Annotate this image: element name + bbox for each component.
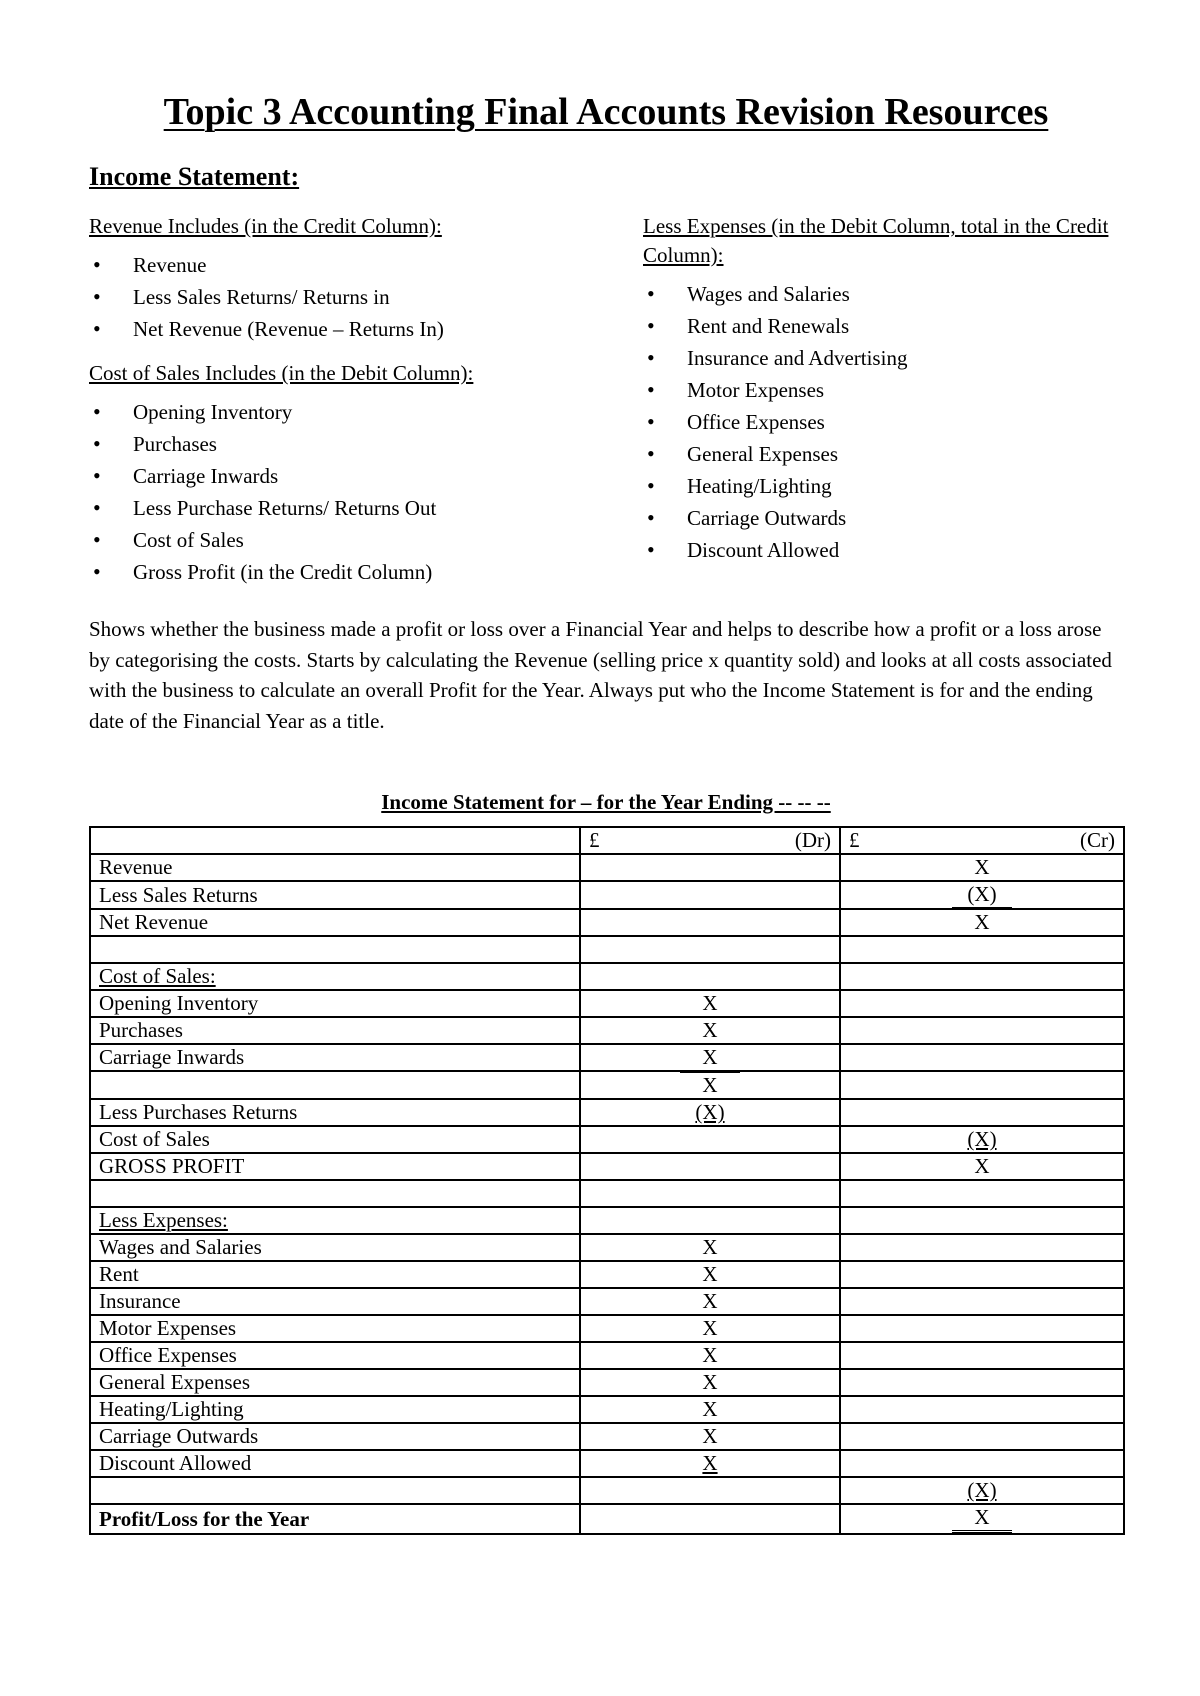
table-row bbox=[90, 854, 1124, 881]
credit-amount-cell bbox=[840, 936, 1124, 963]
row-label: Opening Inventory bbox=[99, 991, 259, 1015]
row-label: Cost of Sales: bbox=[99, 964, 216, 988]
row-label-cell bbox=[90, 1261, 580, 1288]
list-item: • Net Revenue (Revenue – Returns In) bbox=[89, 313, 619, 345]
credit-amount-cell bbox=[840, 1315, 1124, 1342]
row-label-cell bbox=[90, 1153, 580, 1180]
credit-amount-cell bbox=[840, 1477, 1124, 1504]
row-label-cell bbox=[90, 1423, 580, 1450]
credit-amount: (X) bbox=[967, 1478, 997, 1502]
row-label: Revenue bbox=[99, 855, 173, 879]
credit-amount-cell bbox=[840, 881, 1124, 909]
debit-amount-cell bbox=[580, 854, 840, 881]
row-label-cell bbox=[90, 1450, 580, 1477]
row-label: Office Expenses bbox=[99, 1343, 237, 1367]
debit-amount: X bbox=[702, 991, 718, 1015]
debit-amount-cell bbox=[580, 1369, 840, 1396]
debit-amount: X bbox=[702, 1045, 718, 1069]
currency-symbol: £ bbox=[589, 828, 600, 852]
table-row bbox=[90, 1396, 1124, 1423]
debit-amount-cell bbox=[580, 990, 840, 1017]
credit-amount-cell bbox=[840, 1288, 1124, 1315]
credit-amount-cell bbox=[840, 1099, 1124, 1126]
credit-amount: X bbox=[974, 910, 990, 934]
row-label-cell bbox=[90, 1234, 580, 1261]
table-row bbox=[90, 1153, 1124, 1180]
debit-amount: X bbox=[702, 1451, 718, 1475]
debit-amount: X bbox=[702, 1370, 718, 1394]
revenue-heading: Revenue Includes (in the Credit Column): bbox=[89, 214, 442, 238]
credit-amount: (X) bbox=[967, 1127, 997, 1151]
list-item: • Revenue bbox=[89, 249, 619, 281]
row-label-cell bbox=[90, 881, 580, 909]
row-label-cell bbox=[90, 1126, 580, 1153]
revenue-list bbox=[89, 249, 619, 345]
row-label: Net Revenue bbox=[99, 910, 209, 934]
row-label: GROSS PROFIT bbox=[99, 1154, 245, 1178]
credit-amount-cell bbox=[840, 1207, 1124, 1234]
table-row bbox=[90, 1180, 1124, 1207]
credit-amount-cell bbox=[840, 1450, 1124, 1477]
row-label-cell bbox=[90, 1071, 580, 1099]
credit-amount-cell bbox=[840, 1396, 1124, 1423]
credit-amount-cell bbox=[840, 854, 1124, 881]
table-row bbox=[90, 1044, 1124, 1071]
list-item: • Wages and Salaries bbox=[643, 278, 1123, 310]
credit-amount: X bbox=[974, 1154, 990, 1178]
header-credit-cell bbox=[840, 827, 1124, 854]
table-row bbox=[90, 936, 1124, 963]
debit-amount: (X) bbox=[695, 1100, 725, 1124]
list-item: • Opening Inventory bbox=[89, 396, 619, 428]
table-row bbox=[90, 909, 1124, 936]
list-item: • Motor Expenses bbox=[643, 374, 1123, 406]
row-label-cell bbox=[90, 854, 580, 881]
debit-amount-cell bbox=[580, 1477, 840, 1504]
debit-amount: X bbox=[702, 1289, 718, 1313]
row-label: Discount Allowed bbox=[99, 1451, 252, 1475]
credit-amount-cell bbox=[840, 1342, 1124, 1369]
credit-amount-cell bbox=[840, 1423, 1124, 1450]
debit-amount-cell bbox=[580, 1504, 840, 1534]
table-row bbox=[90, 990, 1124, 1017]
debit-amount: X bbox=[702, 1235, 718, 1259]
two-column-lists bbox=[89, 212, 1123, 602]
debit-amount-cell bbox=[580, 1450, 840, 1477]
table-row bbox=[90, 1261, 1124, 1288]
debit-amount-cell bbox=[580, 1288, 840, 1315]
row-label-cell bbox=[90, 1342, 580, 1369]
credit-amount-cell bbox=[840, 1504, 1124, 1534]
credit-amount-cell bbox=[840, 1234, 1124, 1261]
row-label-cell bbox=[90, 909, 580, 936]
header-debit-cell bbox=[580, 827, 840, 854]
row-label-cell bbox=[90, 1504, 580, 1534]
table-row bbox=[90, 1071, 1124, 1099]
section-title: Income Statement: bbox=[89, 162, 300, 191]
debit-amount: X bbox=[702, 1397, 718, 1421]
credit-amount-cell bbox=[840, 963, 1124, 990]
row-label: Less Purchases Returns bbox=[99, 1100, 298, 1124]
list-item: • Gross Profit (in the Credit Column) bbox=[89, 556, 619, 588]
debit-amount-cell bbox=[580, 1396, 840, 1423]
debit-amount-cell bbox=[580, 1315, 840, 1342]
list-item: • General Expenses bbox=[643, 438, 1123, 470]
table-row bbox=[90, 1369, 1124, 1396]
row-label: Rent bbox=[99, 1262, 139, 1286]
row-label: Wages and Salaries bbox=[99, 1235, 262, 1259]
list-item: • Carriage Outwards bbox=[643, 502, 1123, 534]
table-row bbox=[90, 1288, 1124, 1315]
table-row bbox=[90, 881, 1124, 909]
row-label: Less Expenses: bbox=[99, 1208, 228, 1232]
row-label: Carriage Inwards bbox=[99, 1045, 245, 1069]
cost-of-sales-list bbox=[89, 396, 619, 588]
row-label: Purchases bbox=[99, 1018, 183, 1042]
list-item: • Office Expenses bbox=[643, 406, 1123, 438]
list-item: • Discount Allowed bbox=[643, 534, 1123, 566]
row-label-cell bbox=[90, 1288, 580, 1315]
row-label-cell bbox=[90, 1017, 580, 1044]
row-label-cell bbox=[90, 936, 580, 963]
credit-amount-cell bbox=[840, 1017, 1124, 1044]
right-column bbox=[643, 212, 1123, 602]
income-statement-table bbox=[89, 826, 1125, 1535]
row-label-cell bbox=[90, 1207, 580, 1234]
credit-amount-cell bbox=[840, 1261, 1124, 1288]
table-row bbox=[90, 1234, 1124, 1261]
debit-amount: X bbox=[702, 1316, 718, 1340]
debit-amount-cell bbox=[580, 909, 840, 936]
row-label-cell bbox=[90, 1369, 580, 1396]
row-label-cell bbox=[90, 1315, 580, 1342]
expenses-list bbox=[643, 278, 1123, 566]
row-label-cell bbox=[90, 1180, 580, 1207]
credit-amount-cell bbox=[840, 909, 1124, 936]
credit-amount-cell bbox=[840, 1044, 1124, 1071]
description-paragraph: Shows whether the business made a profit or loss over a Financial Year and helps to describe how a profit or a loss arose by categorising the costs. Starts by calculating the Revenue (selling price x quantity sold) and looks at all costs associated with the business to calculate an overall Profit for the Year. Always put who the Income Statement is for and the ending date of the Financial Year as a title. bbox=[89, 617, 1112, 733]
list-item: • Insurance and Advertising bbox=[643, 342, 1123, 374]
header-label-cell bbox=[90, 827, 580, 854]
expenses-heading: Less Expenses (in the Debit Column, total in the Credit Column): bbox=[643, 214, 1109, 267]
table-row bbox=[90, 1423, 1124, 1450]
list-item: • Less Purchase Returns/ Returns Out bbox=[89, 492, 619, 524]
debit-amount-cell bbox=[580, 963, 840, 990]
left-column bbox=[89, 212, 619, 602]
credit-label: (Cr) bbox=[1080, 828, 1115, 852]
document-page bbox=[89, 88, 1123, 1535]
debit-amount-cell bbox=[580, 936, 840, 963]
debit-amount-cell bbox=[580, 1017, 840, 1044]
credit-amount-cell bbox=[840, 1153, 1124, 1180]
debit-amount-cell bbox=[580, 1180, 840, 1207]
debit-amount-cell bbox=[580, 1234, 840, 1261]
row-label-cell bbox=[90, 1044, 580, 1071]
credit-amount: X bbox=[952, 1505, 1012, 1533]
currency-symbol: £ bbox=[849, 828, 860, 852]
income-statement-title: Income Statement for – for the Year Ending -- -- -- bbox=[381, 790, 831, 814]
debit-amount: X bbox=[680, 1072, 740, 1098]
row-label: Motor Expenses bbox=[99, 1316, 237, 1340]
row-label-cell bbox=[90, 1099, 580, 1126]
debit-amount-cell bbox=[580, 1153, 840, 1180]
row-label: Less Sales Returns bbox=[99, 882, 258, 907]
table-row bbox=[90, 1126, 1124, 1153]
table-row bbox=[90, 1315, 1124, 1342]
debit-amount-cell bbox=[580, 1071, 840, 1099]
credit-amount-cell bbox=[840, 1071, 1124, 1099]
credit-amount-cell bbox=[840, 1180, 1124, 1207]
page-title: Topic 3 Accounting Final Accounts Revision Resources bbox=[163, 91, 1049, 133]
credit-amount-cell bbox=[840, 990, 1124, 1017]
debit-amount-cell bbox=[580, 1423, 840, 1450]
credit-amount-cell bbox=[840, 1369, 1124, 1396]
table-row bbox=[90, 1504, 1124, 1534]
row-label: General Expenses bbox=[99, 1370, 251, 1394]
debit-amount-cell bbox=[580, 1099, 840, 1126]
table-row bbox=[90, 1207, 1124, 1234]
debit-amount-cell bbox=[580, 1207, 840, 1234]
debit-amount-cell bbox=[580, 1261, 840, 1288]
debit-amount-cell bbox=[580, 1342, 840, 1369]
table-header-row bbox=[90, 827, 1124, 854]
debit-amount: X bbox=[702, 1018, 718, 1042]
credit-amount: X bbox=[974, 855, 990, 879]
debit-label: (Dr) bbox=[794, 828, 831, 852]
list-item: • Rent and Renewals bbox=[643, 310, 1123, 342]
row-label: Profit/Loss for the Year bbox=[99, 1506, 310, 1531]
row-label-cell bbox=[90, 1396, 580, 1423]
row-label: Carriage Outwards bbox=[99, 1424, 259, 1448]
cost-of-sales-heading: Cost of Sales Includes (in the Debit Column): bbox=[89, 361, 474, 385]
table-row bbox=[90, 1342, 1124, 1369]
row-label: Insurance bbox=[99, 1289, 181, 1313]
debit-amount-cell bbox=[580, 881, 840, 909]
credit-amount: (X) bbox=[952, 882, 1012, 908]
debit-amount: X bbox=[702, 1262, 718, 1286]
list-item: • Cost of Sales bbox=[89, 524, 619, 556]
row-label-cell bbox=[90, 963, 580, 990]
debit-amount: X bbox=[702, 1424, 718, 1448]
row-label-cell bbox=[90, 1477, 580, 1504]
list-item: • Carriage Inwards bbox=[89, 460, 619, 492]
list-item: • Heating/Lighting bbox=[643, 470, 1123, 502]
table-row bbox=[90, 1450, 1124, 1477]
debit-amount: X bbox=[702, 1343, 718, 1367]
row-label: Heating/Lighting bbox=[99, 1397, 244, 1421]
credit-amount-cell bbox=[840, 1126, 1124, 1153]
debit-amount-cell bbox=[580, 1044, 840, 1071]
table-row bbox=[90, 963, 1124, 990]
table-row bbox=[90, 1017, 1124, 1044]
list-item: • Purchases bbox=[89, 428, 619, 460]
row-label: Cost of Sales bbox=[99, 1127, 210, 1151]
list-item: • Less Sales Returns/ Returns in bbox=[89, 281, 619, 313]
table-row bbox=[90, 1477, 1124, 1504]
row-label-cell bbox=[90, 990, 580, 1017]
debit-amount-cell bbox=[580, 1126, 840, 1153]
table-row bbox=[90, 1099, 1124, 1126]
